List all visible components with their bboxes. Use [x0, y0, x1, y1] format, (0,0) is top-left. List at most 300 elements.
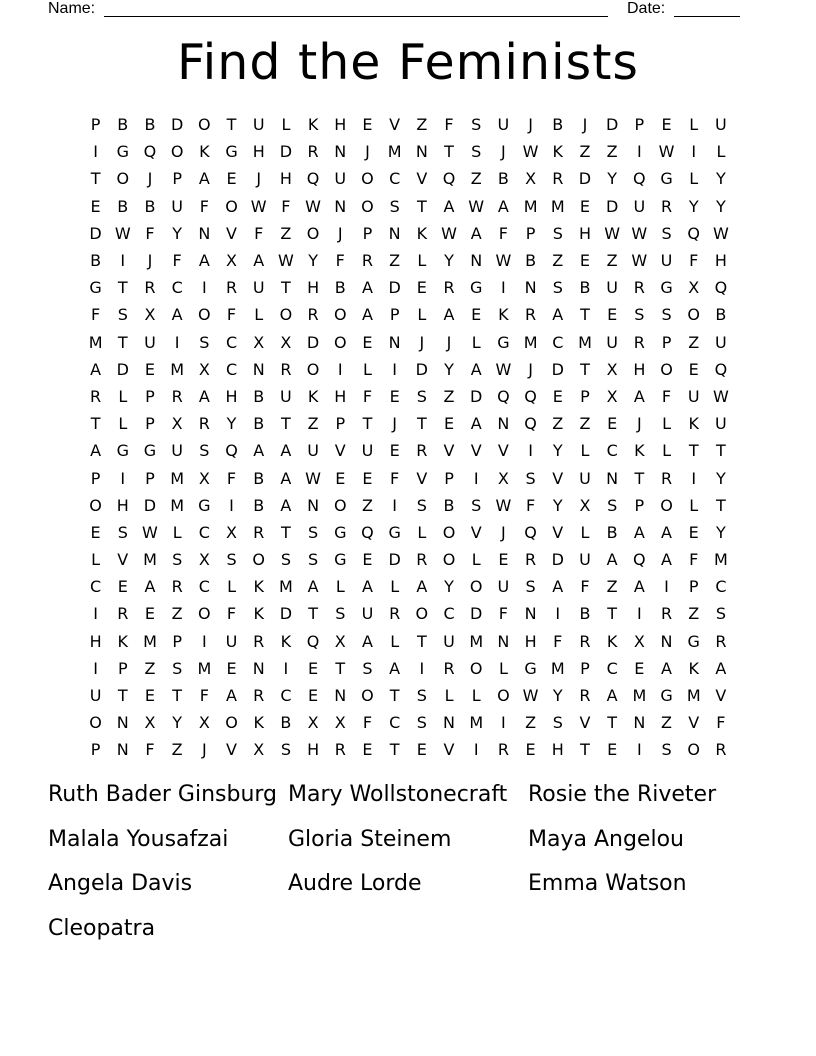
grid-letter[interactable]: Q: [143, 142, 157, 162]
grid-letter[interactable]: R: [253, 522, 265, 542]
grid-letter[interactable]: V: [443, 441, 455, 461]
grid-letter[interactable]: G: [116, 142, 129, 162]
grid-letter[interactable]: N: [334, 196, 347, 216]
grid-letter[interactable]: O: [469, 658, 483, 678]
grid-letter[interactable]: U: [171, 441, 184, 461]
grid-letter[interactable]: Y: [716, 196, 726, 216]
grid-letter[interactable]: N: [252, 658, 265, 678]
grid-letter[interactable]: K: [606, 631, 618, 651]
grid-letter[interactable]: W: [522, 686, 539, 706]
grid-letter[interactable]: N: [252, 359, 265, 379]
grid-letter[interactable]: N: [660, 631, 673, 651]
grid-letter[interactable]: C: [171, 278, 183, 298]
grid-letter[interactable]: R: [715, 631, 727, 651]
grid-letter[interactable]: R: [525, 550, 537, 570]
grid-letter[interactable]: O: [279, 305, 293, 325]
grid-letter[interactable]: A: [198, 169, 210, 189]
grid-letter[interactable]: I: [636, 142, 642, 162]
grid-letter[interactable]: Q: [442, 169, 456, 189]
grid-letter[interactable]: K: [688, 658, 699, 678]
grid-letter[interactable]: L: [254, 305, 264, 325]
grid-letter[interactable]: Y: [172, 223, 183, 243]
grid-letter[interactable]: I: [120, 468, 126, 488]
grid-letter[interactable]: V: [334, 441, 346, 461]
grid-letter[interactable]: C: [715, 577, 727, 597]
grid-letter[interactable]: Y: [716, 468, 726, 488]
grid-letter[interactable]: F: [145, 740, 155, 760]
grid-letter[interactable]: Z: [525, 713, 537, 733]
grid-letter[interactable]: Q: [633, 550, 646, 570]
grid-letter[interactable]: U: [89, 686, 102, 706]
grid-letter[interactable]: S: [634, 305, 645, 325]
grid-letter[interactable]: Z: [389, 251, 401, 271]
grid-letter[interactable]: O: [198, 305, 211, 325]
grid-letter[interactable]: L: [227, 577, 236, 597]
grid-letter[interactable]: A: [389, 658, 401, 678]
grid-letter[interactable]: T: [416, 414, 427, 434]
grid-letter[interactable]: D: [470, 604, 483, 624]
grid-letter[interactable]: L: [689, 115, 699, 135]
grid-letter[interactable]: R: [633, 278, 645, 298]
grid-letter[interactable]: I: [93, 604, 98, 624]
grid-letter[interactable]: B: [443, 495, 455, 515]
grid-letter[interactable]: H: [252, 142, 265, 162]
grid-letter[interactable]: R: [443, 278, 455, 298]
grid-letter[interactable]: A: [361, 577, 373, 597]
grid-letter[interactable]: G: [89, 278, 102, 298]
grid-letter[interactable]: X: [198, 468, 210, 488]
grid-letter[interactable]: I: [93, 142, 98, 162]
grid-letter[interactable]: I: [528, 441, 533, 461]
grid-letter[interactable]: L: [363, 359, 372, 379]
grid-letter[interactable]: I: [473, 468, 479, 488]
grid-letter[interactable]: L: [662, 441, 671, 461]
grid-letter[interactable]: Q: [524, 386, 537, 406]
grid-letter[interactable]: E: [308, 658, 319, 678]
grid-letter[interactable]: V: [688, 713, 700, 733]
grid-letter[interactable]: L: [716, 142, 726, 162]
grid-letter[interactable]: I: [501, 278, 506, 298]
grid-letter[interactable]: F: [199, 196, 209, 216]
grid-letter[interactable]: R: [579, 631, 591, 651]
grid-letter[interactable]: X: [497, 468, 509, 488]
grid-letter[interactable]: R: [660, 604, 673, 624]
grid-letter[interactable]: J: [528, 115, 533, 135]
grid-letter[interactable]: E: [389, 386, 400, 406]
grid-letter[interactable]: E: [552, 386, 563, 406]
grid-letter[interactable]: X: [226, 251, 238, 271]
grid-letter[interactable]: X: [606, 386, 618, 406]
grid-letter[interactable]: E: [117, 577, 128, 597]
grid-letter[interactable]: M: [469, 631, 484, 651]
grid-letter[interactable]: I: [201, 631, 207, 651]
grid-letter[interactable]: E: [607, 414, 618, 434]
grid-letter[interactable]: C: [198, 577, 210, 597]
grid-letter[interactable]: X: [253, 740, 265, 760]
grid-letter[interactable]: C: [606, 441, 618, 461]
grid-letter[interactable]: M: [197, 658, 212, 678]
grid-letter[interactable]: T: [580, 305, 590, 325]
grid-letter[interactable]: R: [660, 196, 673, 216]
grid-letter[interactable]: S: [552, 278, 563, 298]
grid-letter[interactable]: D: [551, 359, 564, 379]
grid-letter[interactable]: I: [636, 740, 642, 760]
grid-letter[interactable]: A: [443, 305, 455, 325]
grid-letter[interactable]: R: [90, 386, 102, 406]
grid-letter[interactable]: A: [552, 305, 564, 325]
grid-letter[interactable]: S: [552, 713, 563, 733]
grid-letter[interactable]: D: [279, 604, 293, 624]
grid-letter[interactable]: A: [661, 550, 672, 570]
grid-letter[interactable]: T: [688, 441, 699, 461]
grid-letter[interactable]: O: [361, 196, 374, 216]
grid-letter[interactable]: F: [172, 251, 182, 271]
grid-letter[interactable]: I: [392, 359, 398, 379]
grid-letter[interactable]: F: [689, 550, 699, 570]
grid-letter[interactable]: G: [660, 686, 673, 706]
grid-letter[interactable]: M: [143, 550, 157, 570]
grid-letter[interactable]: A: [661, 522, 672, 542]
grid-letter[interactable]: T: [117, 278, 128, 298]
grid-letter[interactable]: S: [661, 305, 672, 325]
grid-letter[interactable]: Z: [606, 251, 618, 271]
grid-letter[interactable]: W: [441, 223, 457, 243]
grid-letter[interactable]: E: [362, 115, 373, 135]
grid-letter[interactable]: I: [93, 658, 98, 678]
grid-letter[interactable]: K: [498, 305, 509, 325]
grid-letter[interactable]: R: [307, 142, 319, 162]
grid-letter[interactable]: S: [172, 550, 183, 570]
grid-letter[interactable]: H: [116, 495, 129, 515]
grid-letter[interactable]: T: [90, 169, 101, 189]
grid-letter[interactable]: T: [117, 332, 128, 352]
grid-letter[interactable]: L: [91, 550, 101, 570]
grid-letter[interactable]: Q: [306, 169, 320, 189]
grid-letter[interactable]: M: [387, 142, 402, 162]
grid-letter[interactable]: B: [253, 495, 265, 515]
grid-letter[interactable]: F: [226, 305, 237, 325]
grid-letter[interactable]: R: [552, 169, 564, 189]
grid-letter[interactable]: Q: [225, 441, 238, 461]
grid-letter[interactable]: A: [280, 441, 292, 461]
grid-letter[interactable]: G: [660, 169, 673, 189]
grid-letter[interactable]: T: [281, 278, 291, 298]
grid-letter[interactable]: F: [226, 604, 237, 624]
grid-letter[interactable]: M: [279, 577, 293, 597]
grid-letter[interactable]: V: [416, 169, 428, 189]
grid-letter[interactable]: Y: [308, 251, 318, 271]
grid-letter[interactable]: P: [145, 386, 155, 406]
grid-letter[interactable]: W: [277, 251, 294, 271]
grid-letter[interactable]: L: [281, 115, 291, 135]
grid-letter[interactable]: U: [606, 278, 619, 298]
grid-letter[interactable]: J: [365, 142, 370, 162]
grid-letter[interactable]: E: [498, 550, 509, 570]
grid-letter[interactable]: A: [253, 251, 265, 271]
grid-letter[interactable]: E: [525, 740, 536, 760]
grid-letter[interactable]: E: [144, 686, 156, 706]
grid-letter[interactable]: Z: [552, 414, 564, 434]
grid-letter[interactable]: U: [443, 631, 455, 651]
grid-letter[interactable]: Q: [714, 359, 728, 379]
grid-letter[interactable]: A: [633, 522, 645, 542]
grid-letter[interactable]: C: [443, 604, 455, 624]
grid-letter[interactable]: M: [523, 196, 538, 216]
grid-letter[interactable]: C: [552, 332, 564, 352]
grid-letter[interactable]: J: [528, 359, 533, 379]
grid-letter[interactable]: U: [687, 386, 700, 406]
grid-letter[interactable]: N: [388, 223, 401, 243]
grid-letter[interactable]: Q: [361, 522, 374, 542]
grid-letter[interactable]: G: [334, 550, 347, 570]
grid-letter[interactable]: S: [280, 740, 291, 760]
grid-letter[interactable]: J: [147, 169, 153, 189]
grid-letter[interactable]: X: [688, 278, 700, 298]
grid-letter[interactable]: M: [550, 196, 565, 216]
grid-letter[interactable]: O: [442, 522, 456, 542]
grid-letter[interactable]: R: [225, 278, 238, 298]
grid-letter[interactable]: E: [389, 441, 400, 461]
grid-letter[interactable]: V: [497, 441, 509, 461]
grid-letter[interactable]: Y: [552, 686, 563, 706]
grid-letter[interactable]: H: [334, 386, 347, 406]
grid-letter[interactable]: L: [390, 631, 400, 651]
grid-letter[interactable]: X: [334, 631, 346, 651]
grid-letter[interactable]: U: [715, 332, 727, 352]
grid-letter[interactable]: V: [470, 522, 482, 542]
grid-letter[interactable]: L: [390, 577, 400, 597]
grid-letter[interactable]: F: [498, 223, 508, 243]
grid-letter[interactable]: I: [555, 604, 561, 624]
grid-letter[interactable]: O: [306, 223, 320, 243]
grid-letter[interactable]: U: [715, 115, 727, 135]
grid-letter[interactable]: O: [89, 495, 102, 515]
grid-letter[interactable]: F: [226, 468, 237, 488]
grid-letter[interactable]: D: [578, 169, 592, 189]
grid-letter[interactable]: F: [145, 223, 155, 243]
grid-letter[interactable]: A: [552, 577, 564, 597]
grid-letter[interactable]: L: [118, 414, 128, 434]
grid-letter[interactable]: F: [199, 686, 209, 706]
grid-letter[interactable]: I: [174, 332, 180, 352]
grid-letter[interactable]: G: [660, 278, 673, 298]
grid-letter[interactable]: G: [470, 278, 483, 298]
grid-letter[interactable]: C: [198, 522, 210, 542]
grid-letter[interactable]: T: [172, 686, 183, 706]
grid-letter[interactable]: R: [416, 550, 428, 570]
grid-letter[interactable]: N: [606, 468, 619, 488]
grid-letter[interactable]: W: [631, 223, 648, 243]
grid-letter[interactable]: Z: [661, 713, 673, 733]
grid-letter[interactable]: Z: [171, 604, 183, 624]
grid-letter[interactable]: W: [712, 386, 729, 406]
grid-letter[interactable]: C: [280, 686, 292, 706]
grid-letter[interactable]: S: [416, 495, 427, 515]
grid-letter[interactable]: I: [691, 142, 697, 162]
grid-letter[interactable]: D: [306, 332, 320, 352]
grid-letter[interactable]: F: [444, 115, 454, 135]
grid-letter[interactable]: L: [417, 251, 427, 271]
grid-letter[interactable]: R: [715, 740, 727, 760]
grid-letter[interactable]: O: [225, 713, 238, 733]
grid-letter[interactable]: J: [582, 115, 588, 135]
grid-letter[interactable]: W: [604, 223, 621, 243]
grid-letter[interactable]: W: [305, 196, 321, 216]
grid-letter[interactable]: S: [308, 522, 319, 542]
grid-letter[interactable]: T: [308, 604, 318, 624]
grid-letter[interactable]: A: [633, 386, 645, 406]
grid-letter[interactable]: A: [361, 631, 373, 651]
grid-letter[interactable]: Z: [579, 414, 591, 434]
grid-letter[interactable]: A: [280, 495, 292, 515]
grid-letter[interactable]: J: [337, 223, 343, 243]
grid-letter[interactable]: A: [661, 658, 672, 678]
grid-letter[interactable]: H: [633, 359, 646, 379]
grid-letter[interactable]: T: [444, 142, 454, 162]
grid-letter[interactable]: P: [172, 631, 182, 651]
grid-letter[interactable]: M: [523, 332, 538, 352]
grid-letter[interactable]: Y: [552, 441, 563, 461]
grid-letter[interactable]: Y: [688, 196, 699, 216]
grid-letter[interactable]: S: [471, 142, 482, 162]
grid-letter[interactable]: F: [553, 631, 563, 651]
grid-letter[interactable]: O: [687, 305, 701, 325]
grid-letter[interactable]: T: [90, 414, 101, 434]
grid-letter[interactable]: P: [90, 740, 101, 760]
grid-letter[interactable]: R: [307, 305, 319, 325]
grid-letter[interactable]: L: [471, 686, 481, 706]
grid-letter[interactable]: K: [253, 604, 264, 624]
grid-letter[interactable]: E: [661, 115, 672, 135]
grid-letter[interactable]: U: [606, 332, 619, 352]
grid-letter[interactable]: X: [307, 713, 319, 733]
grid-letter[interactable]: H: [578, 223, 591, 243]
grid-letter[interactable]: P: [145, 468, 155, 488]
grid-letter[interactable]: K: [634, 441, 645, 461]
grid-letter[interactable]: L: [444, 686, 454, 706]
grid-letter[interactable]: O: [116, 169, 130, 189]
grid-letter[interactable]: O: [469, 577, 483, 597]
grid-letter[interactable]: O: [252, 550, 266, 570]
grid-letter[interactable]: N: [307, 495, 320, 515]
grid-letter[interactable]: N: [116, 740, 129, 760]
grid-letter[interactable]: Z: [470, 169, 482, 189]
grid-letter[interactable]: M: [632, 686, 647, 706]
grid-letter[interactable]: E: [335, 468, 346, 488]
grid-letter[interactable]: O: [660, 495, 673, 515]
grid-letter[interactable]: D: [470, 386, 483, 406]
grid-letter[interactable]: V: [117, 550, 129, 570]
grid-letter[interactable]: P: [389, 305, 400, 325]
grid-letter[interactable]: Z: [280, 223, 292, 243]
grid-letter[interactable]: N: [497, 631, 510, 651]
grid-letter[interactable]: Z: [579, 142, 591, 162]
grid-letter[interactable]: Z: [688, 604, 700, 624]
grid-letter[interactable]: C: [389, 169, 401, 189]
grid-letter[interactable]: N: [198, 223, 211, 243]
grid-letter[interactable]: T: [716, 495, 726, 515]
grid-letter[interactable]: E: [579, 251, 591, 271]
grid-letter[interactable]: P: [661, 332, 672, 352]
grid-letter[interactable]: O: [333, 495, 347, 515]
grid-letter[interactable]: Y: [444, 251, 454, 271]
grid-letter[interactable]: Z: [552, 251, 564, 271]
grid-letter[interactable]: T: [580, 359, 590, 379]
grid-letter[interactable]: L: [689, 495, 699, 515]
grid-letter[interactable]: P: [335, 414, 346, 434]
grid-letter[interactable]: N: [388, 332, 401, 352]
grid-letter[interactable]: H: [89, 631, 102, 651]
grid-letter[interactable]: N: [415, 142, 428, 162]
grid-letter[interactable]: M: [578, 332, 592, 352]
grid-letter[interactable]: F: [362, 713, 373, 733]
grid-letter[interactable]: U: [225, 631, 238, 651]
grid-letter[interactable]: R: [198, 414, 210, 434]
grid-letter[interactable]: P: [444, 468, 454, 488]
grid-letter[interactable]: J: [147, 251, 153, 271]
grid-letter[interactable]: H: [524, 631, 537, 651]
grid-letter[interactable]: F: [335, 251, 345, 271]
date-blank-line[interactable]: [674, 16, 740, 17]
grid-letter[interactable]: R: [334, 740, 346, 760]
grid-letter[interactable]: T: [117, 686, 128, 706]
grid-letter[interactable]: N: [470, 251, 483, 271]
grid-letter[interactable]: J: [501, 142, 506, 162]
grid-letter[interactable]: W: [712, 223, 729, 243]
grid-letter[interactable]: X: [198, 359, 210, 379]
grid-letter[interactable]: B: [606, 522, 618, 542]
grid-letter[interactable]: S: [552, 223, 563, 243]
grid-letter[interactable]: L: [118, 386, 128, 406]
grid-letter[interactable]: B: [117, 196, 129, 216]
grid-letter[interactable]: Y: [716, 522, 726, 542]
grid-letter[interactable]: T: [335, 658, 346, 678]
grid-letter[interactable]: G: [198, 495, 211, 515]
grid-letter[interactable]: J: [256, 169, 262, 189]
grid-letter[interactable]: T: [389, 740, 400, 760]
grid-letter[interactable]: E: [144, 359, 156, 379]
grid-letter[interactable]: E: [443, 414, 455, 434]
grid-letter[interactable]: E: [362, 550, 373, 570]
grid-letter[interactable]: Z: [144, 658, 156, 678]
grid-letter[interactable]: R: [171, 577, 183, 597]
grid-letter[interactable]: B: [117, 115, 129, 135]
grid-letter[interactable]: A: [144, 577, 156, 597]
grid-letter[interactable]: K: [416, 223, 428, 243]
grid-letter[interactable]: Z: [307, 414, 319, 434]
grid-letter[interactable]: W: [658, 142, 675, 162]
grid-letter[interactable]: G: [116, 441, 129, 461]
grid-letter[interactable]: U: [660, 251, 673, 271]
grid-letter[interactable]: B: [334, 278, 346, 298]
grid-letter[interactable]: U: [361, 441, 374, 461]
grid-letter[interactable]: M: [88, 332, 103, 352]
grid-letter[interactable]: O: [333, 332, 347, 352]
grid-letter[interactable]: L: [471, 550, 481, 570]
grid-letter[interactable]: P: [172, 169, 182, 189]
grid-letter[interactable]: F: [281, 196, 291, 216]
grid-letter[interactable]: D: [170, 115, 184, 135]
grid-letter[interactable]: M: [170, 495, 185, 515]
grid-letter[interactable]: S: [416, 386, 427, 406]
grid-letter[interactable]: Y: [444, 577, 454, 597]
grid-letter[interactable]: H: [279, 169, 292, 189]
grid-letter[interactable]: K: [307, 115, 319, 135]
grid-letter[interactable]: M: [714, 550, 728, 570]
grid-letter[interactable]: X: [334, 713, 346, 733]
grid-letter[interactable]: A: [715, 658, 727, 678]
grid-letter[interactable]: E: [90, 196, 101, 216]
